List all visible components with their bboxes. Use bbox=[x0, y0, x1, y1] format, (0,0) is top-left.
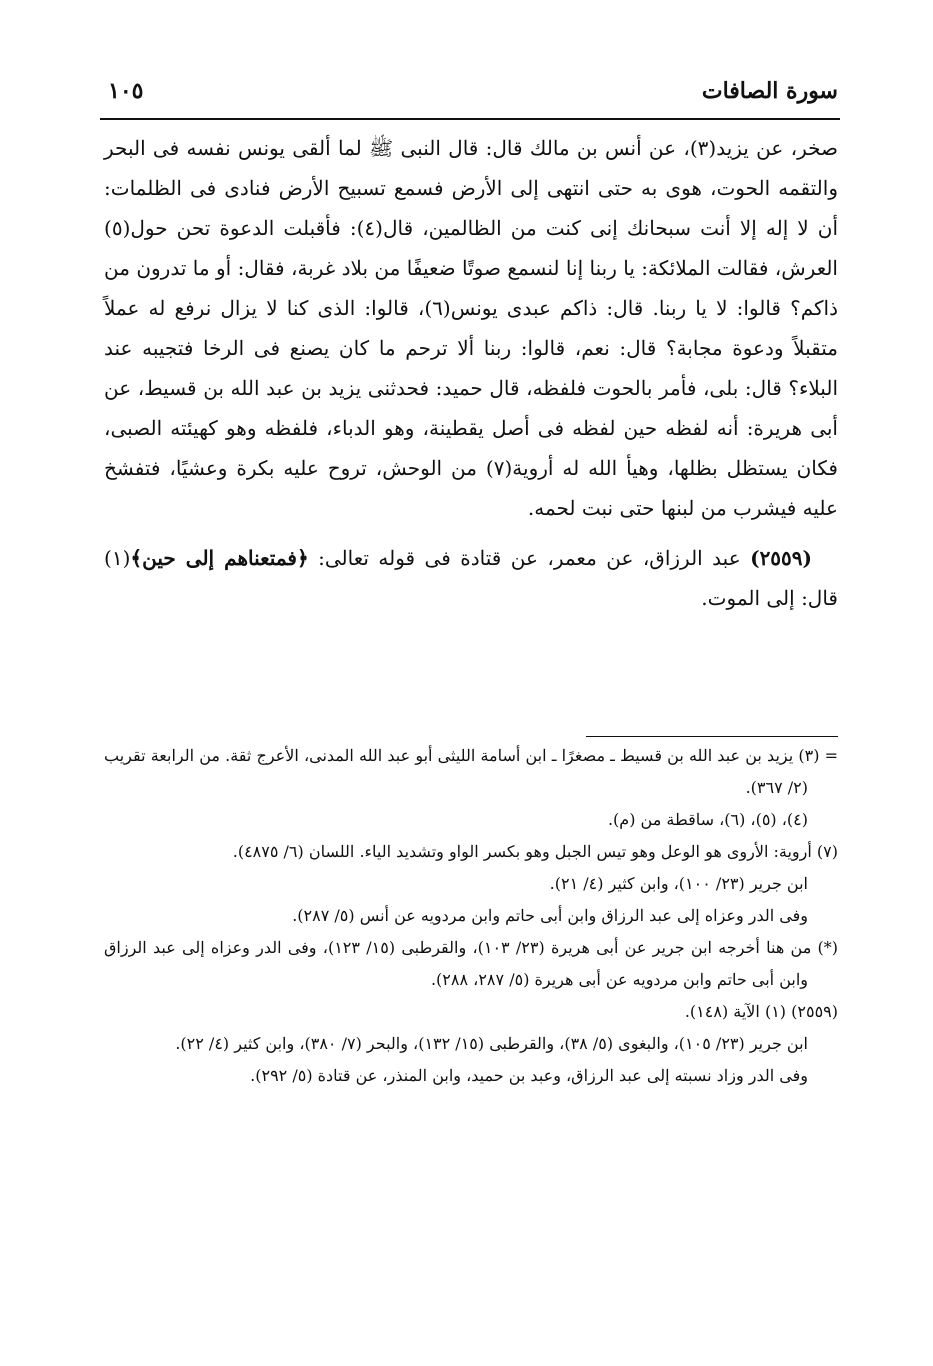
footnote-7: (٧) أروية: الأروى هو الوعل وهو تيس الجبل وهو بكسر الواو وتشديد الياء. اللسان (٦/ ٤٨٧٥). bbox=[232, 842, 838, 861]
header-divider bbox=[100, 118, 840, 120]
page-header bbox=[108, 78, 838, 114]
hadith-text-before: عبد الرزاق، عن معمر، عن قتادة فى قوله تعالى: bbox=[308, 546, 751, 570]
footnote-3: = (٣) يزيد بن عبد الله بن قسيط ـ مصغرًا ـ ابن أسامة الليثى أبو عبد الله المدنى، الأعرج ثقة. من الرابعة تقريب (٢/ ٣٦٧). bbox=[104, 746, 839, 797]
footnote-7-durr: وفى الدر وعزاه إلى عبد الرزاق وابن أبى حاتم وابن مردويه عن أنس (٥/ ٢٨٧). bbox=[292, 906, 808, 925]
footnote-2559-1: (٢٥٥٩) (١) الآية (١٤٨). bbox=[684, 1002, 838, 1021]
footnote-star: (*) من هنا أخرجه ابن جرير عن أبى هريرة (٢٣/ ١٠٣)، والقرطبى (١٥/ ١٢٣)، وفى الدر وعزاه إلى عبد الرزاق وابن أبى حاتم وابن مردويه عن أبى هريرة (٥/ ٢٨٧، ٢٨٨). bbox=[104, 938, 839, 989]
footnotes bbox=[104, 740, 838, 1092]
footnote-2559-sources: ابن جرير (٢٣/ ١٠٥)، والبغوى (٥/ ٣٨)، والقرطبى (١٥/ ١٣٢)، والبحر (٧/ ٣٨٠)، وابن كثير (٤/ ٢٢). bbox=[175, 1034, 808, 1053]
footnote-7-source: ابن جرير (٢٣/ ١٠٠)، وابن كثير (٤/ ٢١). bbox=[549, 874, 808, 893]
quran-ayah: ﴿فمتعناهم إلى حين﴾ bbox=[130, 546, 309, 570]
hadith-number: (٢٥٥٩) bbox=[750, 546, 812, 570]
footnote-2559-durr: وفى الدر وزاد نسبته إلى عبد الرزاق، وعبد بن حميد، وابن المنذر، عن قتادة (٥/ ٢٩٢). bbox=[250, 1066, 808, 1085]
footnote-4-5-6: (٤)، (٥)، (٦)، ساقطة من (م). bbox=[607, 810, 808, 829]
main-text bbox=[104, 128, 838, 618]
page-number: ١٠٥ bbox=[108, 78, 144, 104]
narration-paragraph: صخر، عن يزيد(٣)، عن أنس بن مالك قال: قال النبى ﷺ لما ألقى يونس نفسه فى البحر والتقمه الحوت، هوى به حتى انتهى إلى الأرض فسمع تسبيح الأرض فنادى فى الظلمات: أن لا إله إلا أنت سبحانك إنى كنت من الظالمين، قال(٤): فأقبلت الدعوة تحن حول(٥) العرش، فقالت الملائكة: يا ربنا إنا لنسمع صوتًا ضعيفًا من بلاد غربة، فقال: أو ما تدرون من ذاكم؟ قالوا: لا يا ربنا. قال: ذاكم عبدى يونس(٦)، قالوا: الذى كنا لا يزال نرفع له عملاً متقبلاً ودعوة مجابة؟ قال: نعم، قالوا: ربنا ألا ترحم ما كان يصنع فى الرخا فتجيبه عند البلاء؟ قال: بلى، فأمر بالحوت فلفظه، قال حميد: فحدثنى يزيد بن عبد الله بن قسيط، عن أبى هريرة: أنه لفظه حين لفظه فى أصل يقطينة، وهو الدباء، فلفظه وهو كهيئته الصبى، فكان يستظل بظلها، وهيأ الله له أروية(٧) من الوحش، تروح عليه بكرة وعشيًا، فتفشخ عليه فيشرب من لبنها حتى نبت لحمه. bbox=[104, 136, 839, 520]
hadith-2559 bbox=[104, 538, 838, 618]
hadith-text-after: (١) قال: إلى الموت. bbox=[104, 546, 838, 610]
surah-title: سورة الصافات bbox=[701, 78, 838, 104]
footnote-divider bbox=[586, 736, 838, 737]
